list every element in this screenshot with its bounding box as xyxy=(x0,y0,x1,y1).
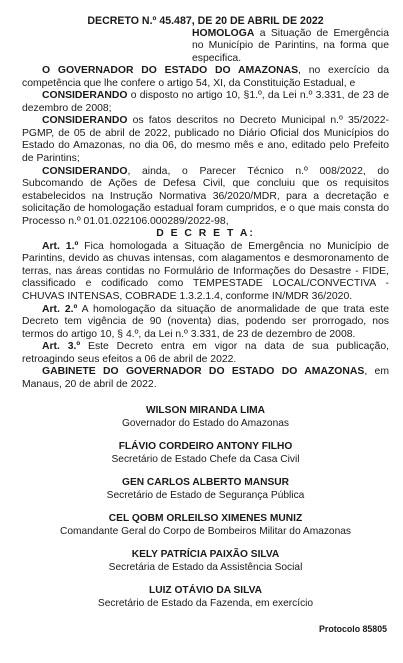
decree-summary xyxy=(22,28,389,66)
signatory-role: Governador do Estado do Amazonas xyxy=(121,417,290,429)
article-3-text: Este Decreto entra em vigor na data de sua publicação, retroagindo seus efeitos a 06 de abril de 2022. xyxy=(22,341,390,365)
preamble-authority: O GOVERNADOR DO ESTADO DO AMAZONAS xyxy=(42,65,299,77)
considerando-2-text: os fatos descritos no Decreto Municipal n.º 35/2022-PGMP, de 05 de abril de 2022, publicado no Diário Oficial dos Municípios do Estado do Amazonas, no dia 06, do mesmo mês e ano, editado pelo Prefeito de Parintins; xyxy=(22,115,389,165)
article-2 xyxy=(22,304,389,342)
gabinete-line xyxy=(22,366,389,391)
summary-text: a Situação de Emergência no Município de Parintins, na forma que especifica. xyxy=(192,27,389,64)
considerando-2-keyword: CONSIDERANDO xyxy=(42,115,128,127)
considerando-2 xyxy=(22,115,389,165)
signatory xyxy=(22,477,389,502)
signatory xyxy=(22,513,389,538)
signatory-name: CEL QOBM ORLEILSO XIMENES MUNIZ xyxy=(108,513,303,525)
signatory-role: Secretário de Estado de Segurança Pública xyxy=(106,489,305,501)
article-1-label: Art. 1.º xyxy=(42,240,79,252)
signatory-name: KELY PATRÍCIA PAIXÃO SILVA xyxy=(131,549,280,561)
signatory-name: GEN CARLOS ALBERTO MANSUR xyxy=(122,477,289,489)
signatory-name: FLÁVIO CORDEIRO ANTONY FILHO xyxy=(118,441,293,453)
decree-title: DECRETO N.º 45.487, DE 20 DE ABRIL DE 2022 xyxy=(87,15,324,27)
considerando-1 xyxy=(22,90,389,115)
gabinete-place-date: , em Manaus, 20 de abril de 2022. xyxy=(22,366,389,390)
signatory-name: LUIZ OTÁVIO DA SILVA xyxy=(148,585,262,597)
article-2-text: A homologação da situação de anormalidade de que trata este Decreto tem vigência de 90 (noventa) dias, podendo ser prorrogado, nos termos do artigo 10, § 4.º, da Lei n.º 3.331, de 23 de dezembro de 2008. xyxy=(22,303,389,340)
considerando-3-keyword: CONSIDERANDO xyxy=(42,165,128,177)
signatory xyxy=(22,441,389,466)
preamble xyxy=(22,65,389,90)
signatory-name: WILSON MIRANDA LIMA xyxy=(145,405,266,417)
signatory-role: Secretário de Estado da Fazenda, em exercício xyxy=(97,597,314,609)
protocol-number: Protocolo 85805 xyxy=(319,624,387,634)
preamble-text: , no exercício da competência que lhe confere o artigo 54, XI, da Constituição Estadual, e xyxy=(22,65,389,89)
signatory xyxy=(22,405,389,430)
article-1 xyxy=(22,241,389,304)
signature-block xyxy=(22,405,389,610)
article-1-text: Fica homologada a Situação de Emergência no Município de Parintins, devido as chuvas intensas, com alagamentos e desmoronamento de terras, nas áreas contidas no Formulário de Informações do Desastre - FIDE, classificado e codificado como TEMPESTADE LOCAL/CONVECTIVA - CHUVAS INTENSAS, COBRADE 1.3.2.1.4, conforme IN/MDR 36/2020. xyxy=(22,240,389,303)
considerando-1-keyword: CONSIDERANDO xyxy=(42,90,128,102)
considerando-3-text: , ainda, o Parecer Técnico n.º 008/2022, do Subcomando de Ações de Defesa Civil, que concluiu que os requisitos estabelecidos na Instrução Normativa 36/2020/MDR, para a decretação e solicitação de homologação estadual foram cumpridos, e o que mais consta do Processo n.º 01.01.022106.000289/2022-98, xyxy=(22,165,389,227)
considerando-1-text: o disposto no artigo 10, §1.º, da Lei n.º 3.331, de 23 de dezembro de 2008; xyxy=(22,90,389,114)
gabinete-name: GABINETE DO GOVERNADOR DO ESTADO DO AMAZONAS xyxy=(42,366,365,378)
signatory-role: Secretário de Estado Chefe da Casa Civil xyxy=(111,453,300,465)
article-3 xyxy=(22,341,389,366)
signatory-role: Secretária de Estado da Assistência Social xyxy=(108,561,303,573)
decreta-heading: D E C R E T A: xyxy=(156,228,255,240)
signatory-role: Comandante Geral do Corpo de Bombeiros Militar do Amazonas xyxy=(59,525,352,537)
signatory xyxy=(22,549,389,574)
summary-keyword: HOMOLOGA xyxy=(192,27,255,39)
article-2-label: Art. 2.º xyxy=(42,303,78,315)
signatory xyxy=(22,585,389,610)
article-3-label: Art. 3.º xyxy=(42,341,81,353)
considerando-3 xyxy=(22,166,389,229)
